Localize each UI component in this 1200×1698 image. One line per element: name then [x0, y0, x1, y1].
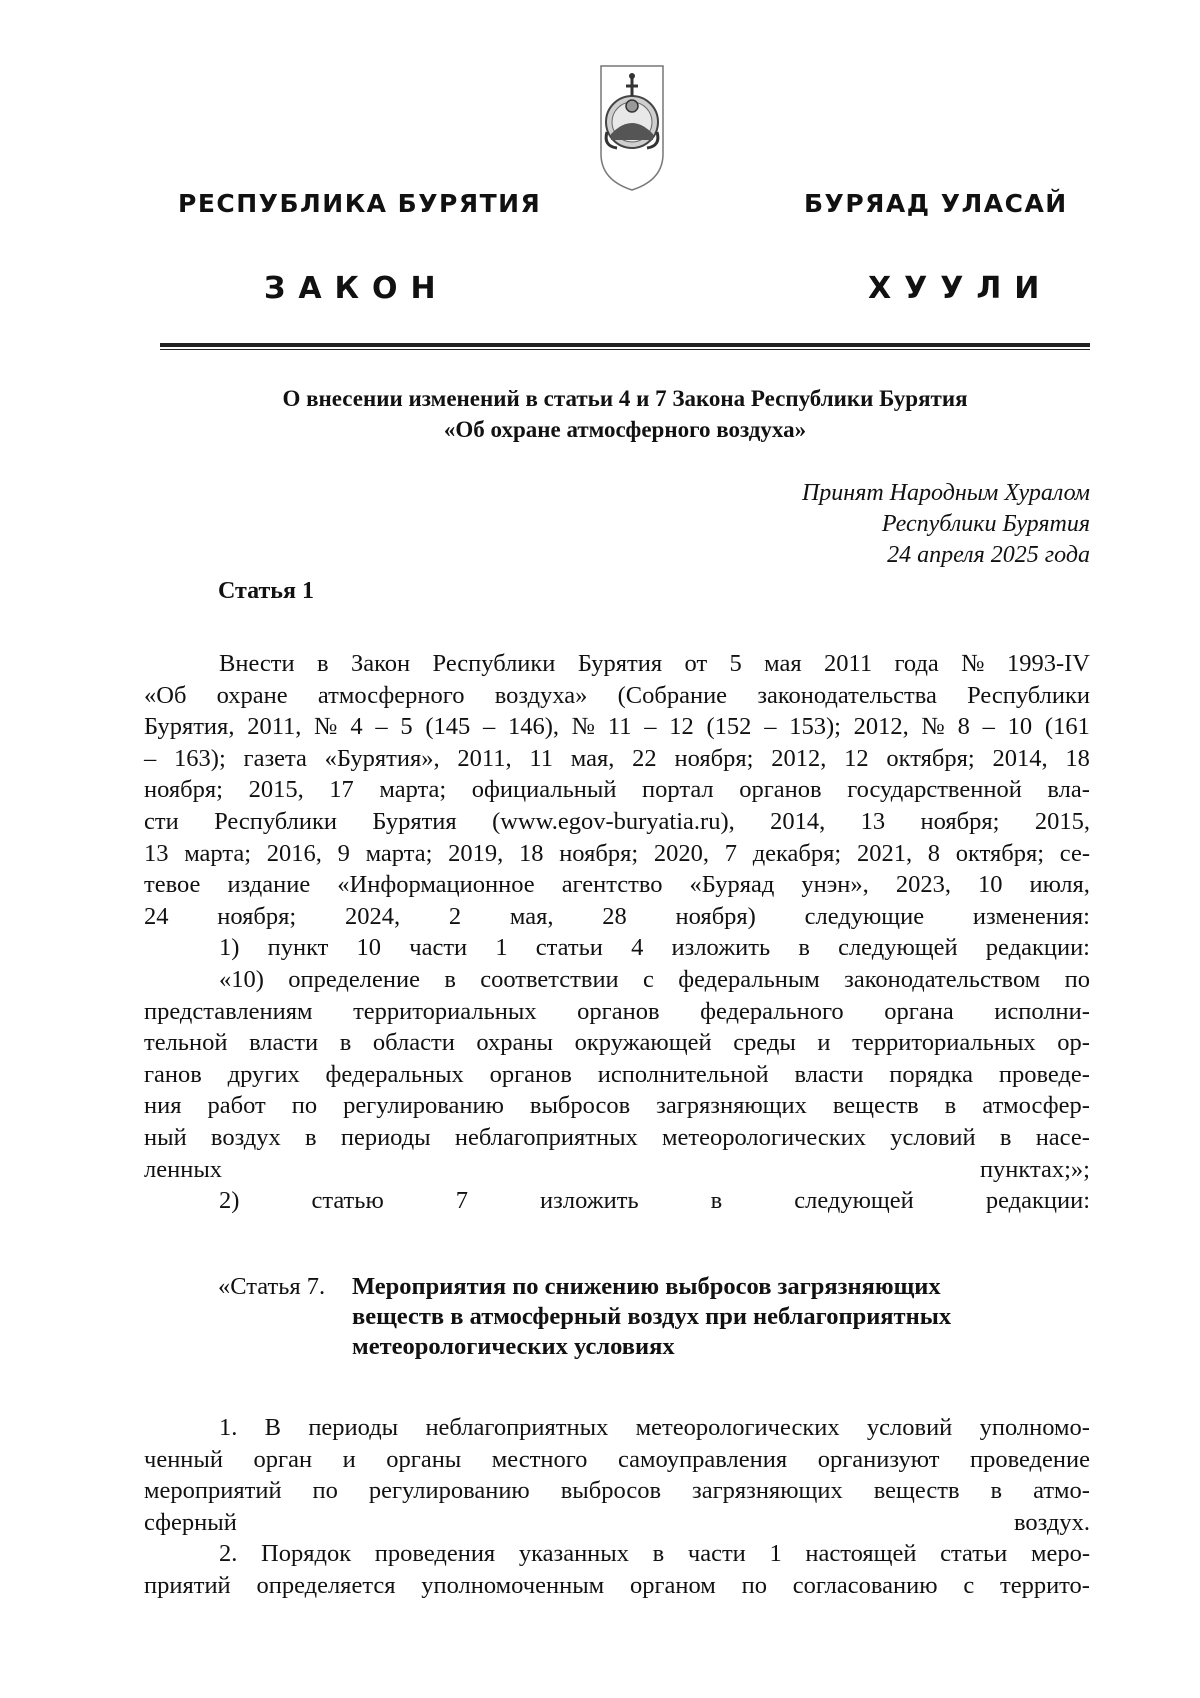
word: 163);	[174, 744, 226, 772]
word: от	[684, 650, 708, 677]
paragraph-line	[144, 711, 1090, 743]
word: в	[652, 1540, 665, 1568]
word: 11	[607, 713, 632, 741]
word: в	[339, 1029, 352, 1057]
word: ноября;	[144, 776, 223, 804]
word: условий	[890, 1123, 976, 1151]
word: загрязняющих	[692, 1477, 843, 1505]
word: 2020,	[653, 839, 709, 867]
word: исполнительной	[597, 1060, 769, 1088]
word: насе-	[1035, 1123, 1090, 1151]
word: Закон	[350, 650, 411, 677]
word: (www.egov-buryatia.ru),	[492, 807, 735, 835]
word: меро-	[1030, 1540, 1090, 1568]
word: Республики	[967, 681, 1090, 709]
paragraph-line	[144, 1059, 1090, 1091]
word: 2019,	[448, 839, 504, 867]
word: ния	[144, 1092, 182, 1120]
word: метеорологических	[662, 1123, 866, 1151]
word: 146),	[507, 713, 560, 741]
word: октября;	[886, 744, 975, 772]
word: ганов	[144, 1060, 202, 1088]
word: порядка	[889, 1060, 974, 1088]
word: декабря;	[752, 839, 842, 867]
word: 7	[724, 839, 737, 867]
word: ный	[144, 1123, 187, 1151]
law-title-line: «Об охране атмосферного воздуха»	[443, 417, 807, 442]
word: 18	[1065, 744, 1090, 772]
word: 8	[957, 713, 970, 741]
word: сти	[144, 807, 179, 835]
word: охраны	[476, 1029, 554, 1057]
word: по	[741, 1571, 767, 1599]
word: условий	[866, 1414, 953, 1441]
word: 1	[769, 1540, 782, 1568]
word: 9	[337, 839, 350, 867]
article-7-title	[352, 1272, 1072, 1362]
word: атмосферного	[317, 681, 465, 709]
word: в	[444, 965, 456, 993]
word: «Бурятия»,	[324, 744, 440, 772]
word: (145	[425, 713, 471, 741]
word: официальный	[471, 776, 617, 804]
word: атмосфер-	[982, 1092, 1090, 1120]
word: загрязняющих	[656, 1092, 807, 1120]
word: террито-	[999, 1571, 1090, 1599]
word: власти	[249, 1029, 319, 1057]
word: (152	[706, 713, 752, 741]
adoption-date: 24 апреля 2025 года	[887, 542, 1090, 568]
word: 2014,	[992, 744, 1048, 772]
word: организуют	[817, 1445, 940, 1473]
word: –	[144, 744, 157, 772]
paragraph-line: сферный воздух.	[144, 1508, 1090, 1536]
word: регулированию	[343, 1092, 504, 1120]
word: указанных	[518, 1540, 630, 1568]
paragraph-line	[144, 1412, 1090, 1444]
word: 2011,	[247, 713, 302, 741]
word: в	[944, 1092, 957, 1120]
word: Бурятия	[372, 807, 457, 835]
word: ноября;	[920, 807, 1000, 835]
word: органов	[739, 776, 822, 804]
paragraph-line: ленных пунктах;»;	[144, 1155, 1090, 1183]
word: №	[961, 650, 985, 677]
paragraph-line: 2) статью 7 изложить в следующей редакции:	[219, 1187, 1090, 1215]
paragraph-line: 1) пункт 10 части 1 статьи 4 изложить в следующей редакции:	[219, 934, 1090, 962]
word: тельной	[144, 1029, 228, 1057]
word: среды	[733, 1029, 796, 1057]
word: других	[227, 1060, 300, 1088]
paragraph-line	[144, 1570, 1090, 1602]
word: издание	[227, 871, 311, 899]
word: –	[375, 713, 388, 741]
word: выбросов	[560, 1477, 662, 1505]
word: неблагоприятных	[425, 1414, 609, 1441]
word: мая	[764, 650, 802, 677]
article-7-title-line: Мероприятия по снижению выбросов загрязняющих	[352, 1273, 941, 1300]
word: ноября;	[559, 839, 639, 867]
paragraph-line	[144, 806, 1090, 838]
word: агентство	[561, 871, 663, 899]
article-7-body	[144, 1412, 1090, 1602]
word: органов	[577, 997, 660, 1025]
word: 13	[144, 839, 169, 867]
word: в	[990, 1477, 1003, 1505]
word: года	[894, 650, 939, 677]
paragraph-line	[144, 648, 1090, 680]
word: 5	[729, 650, 742, 677]
word: –	[644, 713, 657, 741]
word: работ	[207, 1092, 266, 1120]
word: июля,	[1029, 871, 1090, 899]
word: В	[264, 1414, 282, 1441]
word: веществ	[873, 1477, 960, 1505]
word: 1993-IV	[1006, 650, 1090, 677]
paragraph-line	[144, 1538, 1090, 1570]
word: 13	[860, 807, 886, 835]
word: Бурятия,	[144, 713, 235, 741]
word: 10	[1007, 713, 1033, 741]
word: №	[314, 713, 338, 741]
word: марта;	[379, 776, 447, 804]
word: законодательством	[844, 965, 1041, 993]
paragraph-line	[144, 869, 1090, 901]
word: №	[921, 713, 945, 741]
word: 2023,	[895, 871, 951, 899]
word: марта;	[365, 839, 433, 867]
word: федеральным	[678, 965, 820, 993]
word: ноября;	[674, 744, 754, 772]
word: «10)	[219, 965, 264, 993]
word: 18	[518, 839, 544, 867]
word: в	[999, 1123, 1012, 1151]
word: части	[687, 1540, 746, 1568]
paragraph-line	[144, 996, 1090, 1028]
word: орган	[253, 1445, 313, 1473]
adoption-note-line: Принят Народным Хуралом	[801, 480, 1090, 506]
word: согласованию	[792, 1571, 938, 1599]
word: 12	[844, 744, 869, 772]
paragraph-line	[144, 1475, 1090, 1507]
word: 2011	[824, 650, 873, 677]
word: «Буряад	[689, 871, 775, 899]
word: унэн»,	[801, 871, 869, 899]
word: с	[963, 1571, 975, 1599]
word: органа	[884, 997, 954, 1025]
word: федеральных	[325, 1060, 464, 1088]
article-7-title-line: веществ в атмосферный воздух при неблагоприятных	[352, 1303, 952, 1330]
word: метеорологических	[635, 1414, 840, 1441]
word: воздуха»	[494, 681, 588, 709]
word: 2015,	[248, 776, 304, 804]
adoption-note-line: Республики Бурятия	[881, 511, 1090, 537]
word: 22	[632, 744, 657, 772]
article-7-title-line: метеорологических условиях	[352, 1333, 675, 1360]
word: №	[571, 713, 596, 741]
word: 1.	[219, 1414, 238, 1441]
paragraph-line	[144, 964, 1090, 996]
coat-of-arms-emblem	[597, 62, 667, 192]
word: приятий	[144, 1571, 231, 1599]
paragraph-line	[144, 1090, 1090, 1122]
word: 2012,	[771, 744, 827, 772]
word: 12	[669, 713, 694, 741]
word: проведе-	[998, 1060, 1090, 1088]
paragraph-line	[144, 1027, 1090, 1059]
word: 2012,	[853, 713, 909, 741]
republic-name-buryat: БУРЯАД УЛАСАЙ	[804, 189, 1068, 218]
law-label-buryat: ХУУЛИ	[868, 271, 1053, 306]
word: по	[291, 1092, 318, 1120]
word: Порядок	[261, 1540, 352, 1568]
article-7-number: «Статья 7.	[218, 1273, 326, 1300]
paragraph-line	[144, 774, 1090, 806]
word: исполни-	[994, 997, 1090, 1025]
word: 2016,	[266, 839, 322, 867]
word: –	[982, 713, 995, 741]
word: 17	[329, 776, 354, 804]
word: определяется	[256, 1571, 396, 1599]
word: 2.	[219, 1540, 238, 1568]
word: неблагоприятных	[454, 1123, 638, 1151]
word: с	[643, 965, 654, 993]
paragraph-line	[144, 1122, 1090, 1154]
word: Республики	[214, 807, 337, 835]
word: статьи	[940, 1540, 1008, 1568]
word: газета	[243, 744, 307, 772]
word: законодательства	[757, 681, 937, 709]
word: мая,	[570, 744, 615, 772]
word: се-	[1059, 839, 1090, 867]
word: вла-	[1047, 776, 1090, 804]
word: мероприятий	[144, 1477, 282, 1505]
word: 2014,	[770, 807, 826, 835]
word: государственной	[847, 776, 1022, 804]
paragraph-line: 24 ноября; 2024, 2 мая, 28 ноября) следующие изменения:	[144, 902, 1090, 930]
word: охране	[216, 681, 288, 709]
word: 2021,	[856, 839, 913, 867]
word: в	[305, 1123, 317, 1151]
word: ченный	[144, 1445, 223, 1473]
word: 8	[927, 839, 941, 867]
word: органы	[386, 1445, 462, 1473]
word: 10	[977, 871, 1003, 899]
word: проведения	[374, 1540, 496, 1568]
word: «Об	[144, 681, 187, 709]
republic-name-russian: РЕСПУБЛИКА БУРЯТИЯ	[178, 189, 542, 218]
law-title	[160, 383, 1090, 445]
paragraph-line	[144, 743, 1090, 775]
word: окружающей	[574, 1029, 712, 1057]
word: представлениям	[144, 997, 313, 1025]
word: 2011,	[457, 744, 512, 772]
word: уполномоченным	[421, 1571, 605, 1599]
word: территориальных	[353, 997, 537, 1025]
word: настоящей	[805, 1540, 917, 1568]
word: определение	[288, 965, 420, 993]
word: ор-	[1057, 1029, 1090, 1057]
word: уполномо-	[979, 1414, 1090, 1441]
word: марта;	[184, 839, 252, 867]
paragraph-line	[144, 1444, 1090, 1476]
paragraph-line	[144, 838, 1090, 870]
word: проведение	[969, 1445, 1090, 1473]
word: соответствии	[480, 965, 619, 993]
word: октября;	[955, 839, 1045, 867]
word: федерального	[700, 997, 844, 1025]
word: самоуправления	[617, 1445, 788, 1473]
article-1-heading: Статья 1	[218, 578, 314, 604]
word: 11	[529, 744, 553, 772]
word: власти	[794, 1060, 864, 1088]
word: по	[1064, 965, 1090, 993]
word: в	[317, 650, 329, 677]
word: тевое	[144, 871, 201, 899]
word: 4	[350, 713, 363, 741]
adoption-note	[802, 478, 1090, 571]
word: «Информационное	[337, 871, 535, 899]
word: органом	[629, 1571, 716, 1599]
word: Республики	[432, 650, 556, 677]
law-label-russian: ЗАКОН	[264, 271, 449, 306]
word: периоды	[308, 1414, 399, 1441]
word: 5	[400, 713, 413, 741]
word: Бурятия	[577, 650, 663, 677]
word: воздух	[210, 1123, 281, 1151]
paragraph-line	[144, 680, 1090, 712]
word: портал	[642, 776, 714, 804]
word: области	[372, 1029, 455, 1057]
word: 2015,	[1034, 807, 1090, 835]
header-divider-thin	[160, 349, 1090, 350]
word: (Собрание	[617, 681, 728, 709]
article-1-body	[144, 648, 1090, 1217]
word: 153);	[789, 713, 841, 741]
word: –	[764, 713, 777, 741]
word: местного	[491, 1445, 588, 1473]
word: (161	[1044, 713, 1090, 741]
word: и	[817, 1029, 831, 1057]
word: выбросов	[529, 1092, 631, 1120]
word: Внести	[219, 650, 295, 677]
word: и	[342, 1445, 356, 1473]
word: территориальных	[852, 1029, 1036, 1057]
word: регулированию	[368, 1477, 530, 1505]
word: атмо-	[1033, 1477, 1090, 1505]
word: по	[312, 1477, 338, 1505]
word: веществ	[832, 1092, 919, 1120]
header-divider-thick	[160, 343, 1090, 347]
word: периоды	[340, 1123, 431, 1151]
word: органов	[489, 1060, 572, 1088]
word: –	[482, 713, 496, 741]
law-title-line: О внесении изменений в статьи 4 и 7 Закона Республики Бурятия	[282, 386, 968, 411]
